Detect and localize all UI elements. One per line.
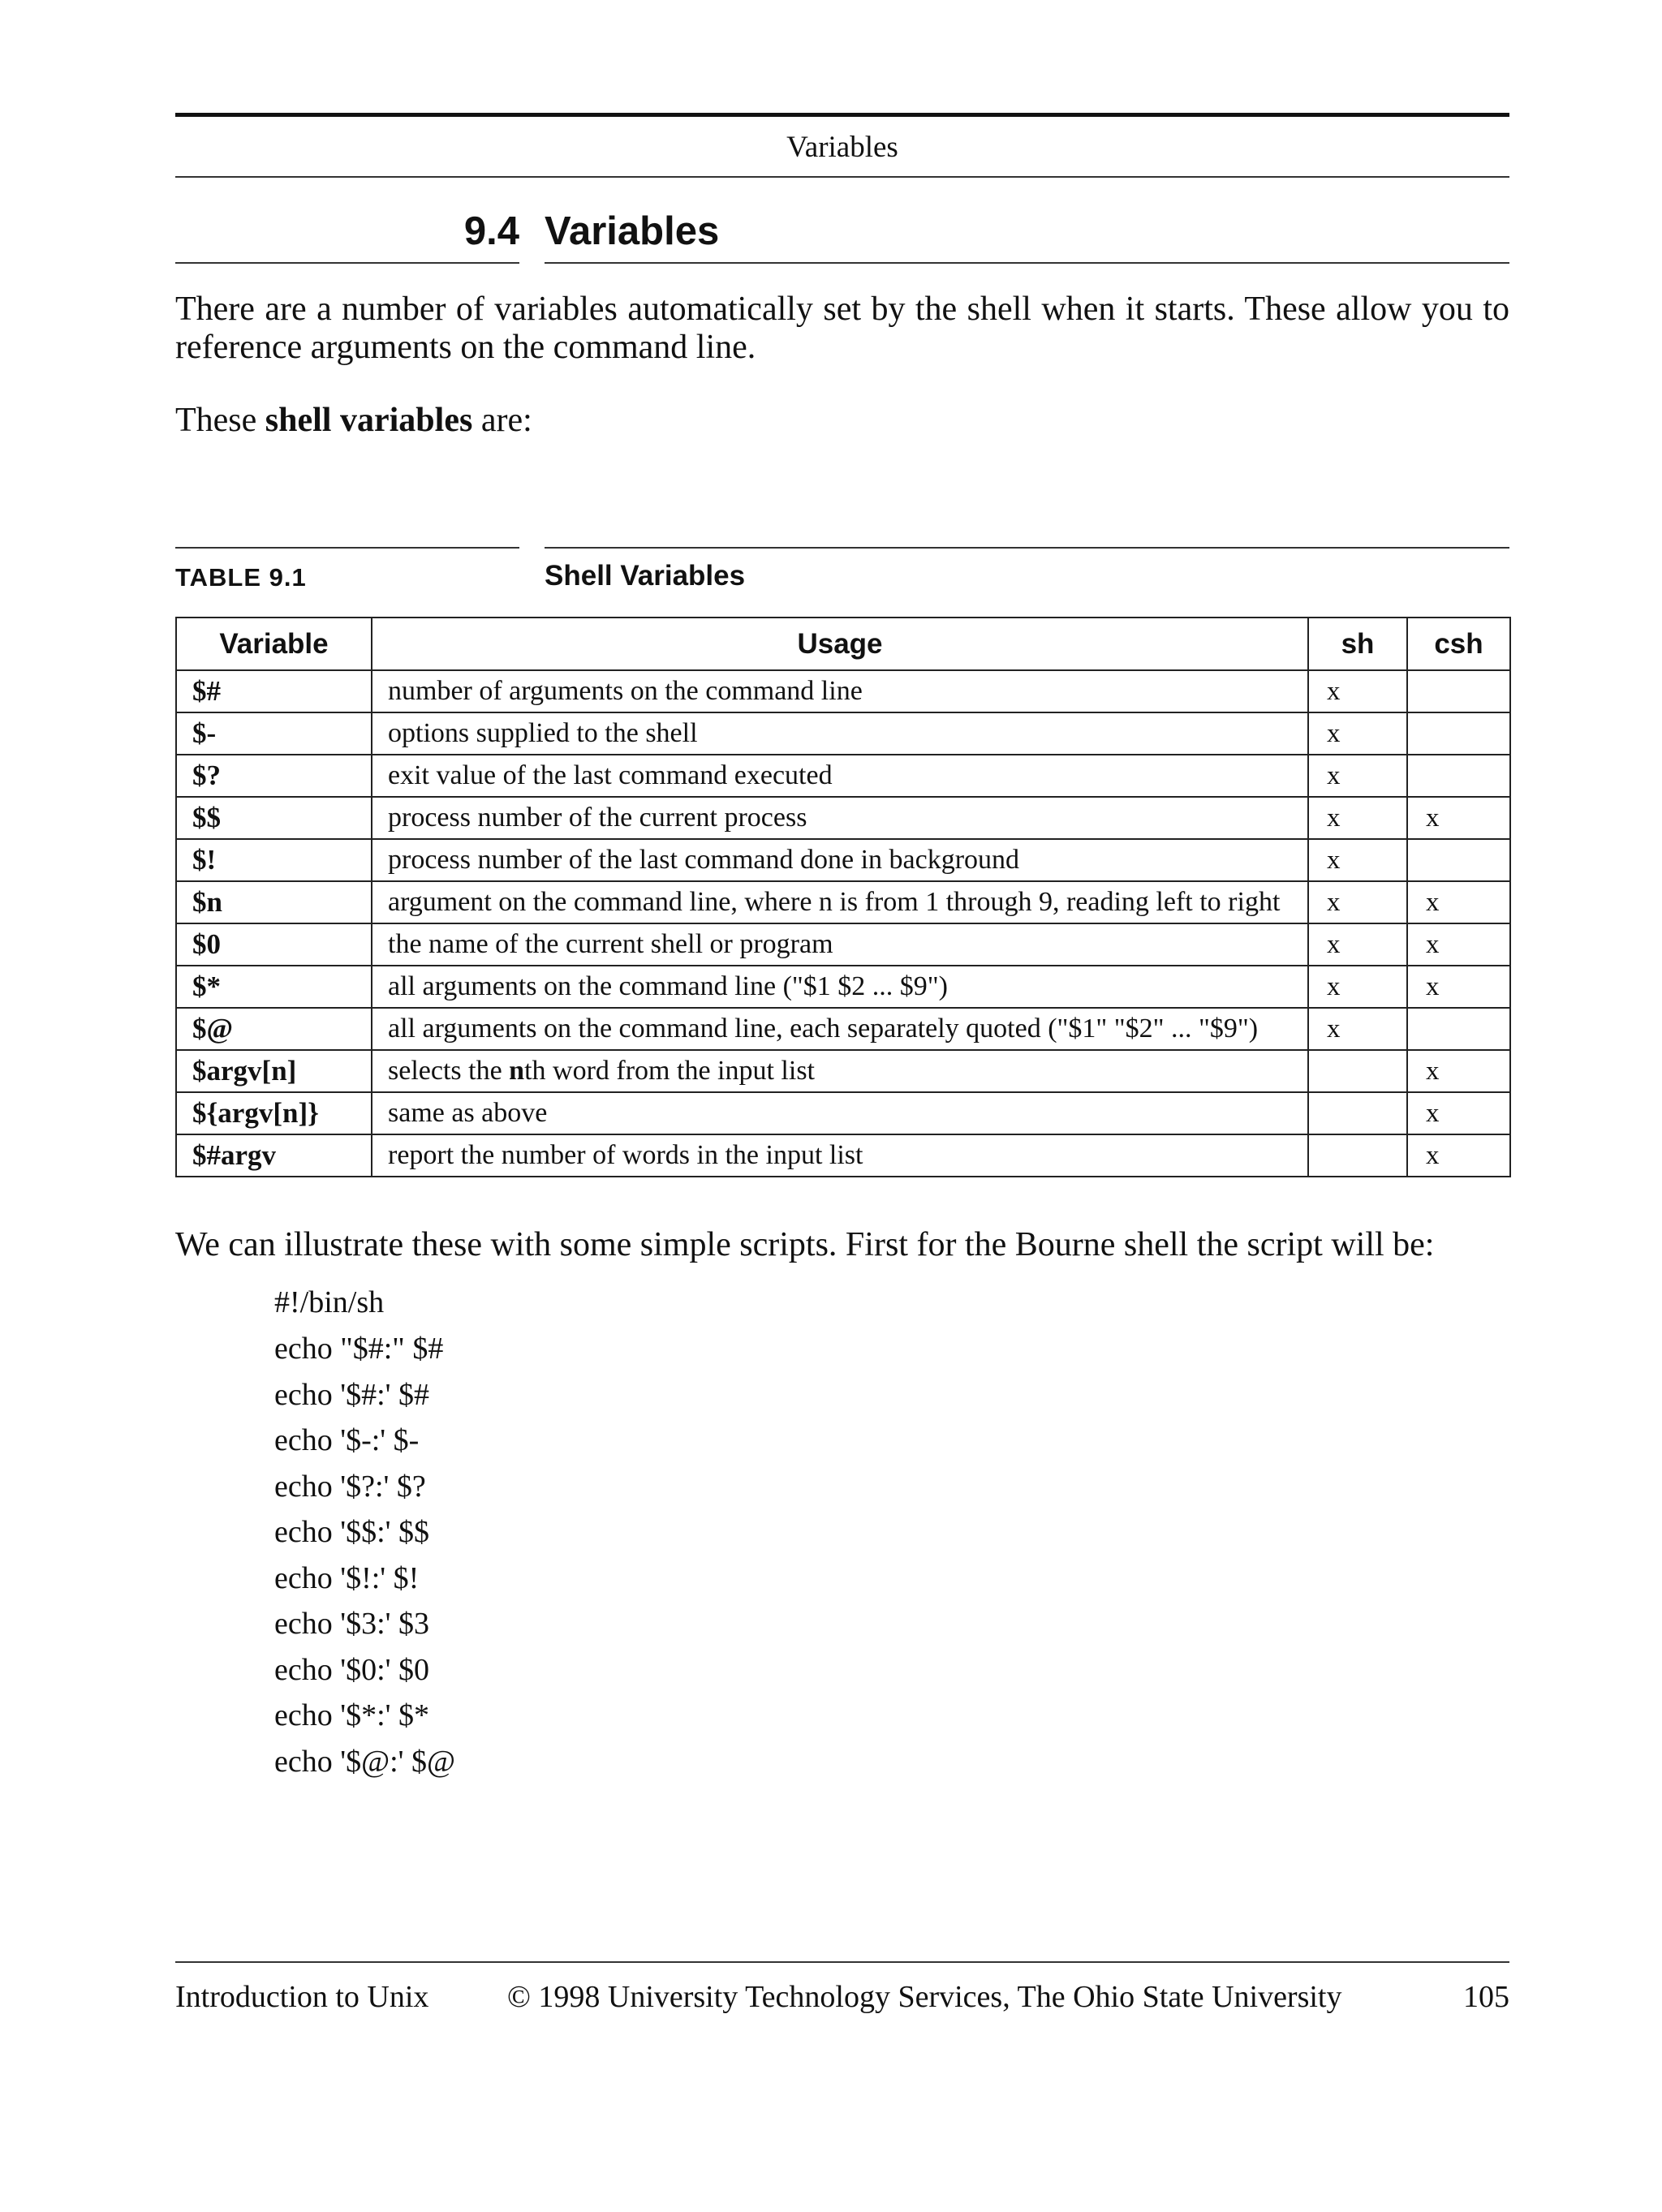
variable-cell: $#argv <box>176 1134 372 1177</box>
table-row <box>176 1092 1510 1134</box>
column-header-sh: sh <box>1308 618 1407 670</box>
usage-cell: report the number of words in the input list <box>372 1134 1308 1177</box>
usage-prefix: selects the <box>388 1056 510 1086</box>
script-line: echo '$?:' $? <box>274 1470 426 1504</box>
variable-cell: $$ <box>176 797 372 839</box>
script-line: echo '$@:' $@ <box>274 1745 455 1779</box>
table-row <box>176 755 1510 797</box>
csh-cell: x <box>1407 1092 1510 1134</box>
table-caption-rule-right <box>545 547 1509 549</box>
csh-cell: x <box>1407 1134 1510 1177</box>
usage-cell: process number of the current process <box>372 797 1308 839</box>
usage-cell: same as above <box>372 1092 1308 1134</box>
variable-cell: $- <box>176 712 372 755</box>
usage-cell: number of arguments on the command line <box>372 670 1308 712</box>
footer-book-title: Introduction to Unix <box>175 1980 429 2014</box>
table-row <box>176 923 1510 966</box>
csh-cell: x <box>1407 881 1510 923</box>
usage-bold-n: n <box>509 1056 525 1086</box>
script-line: echo '$-:' $- <box>274 1423 420 1457</box>
csh-cell <box>1407 755 1510 797</box>
sh-cell: x <box>1308 966 1407 1008</box>
usage-cell <box>372 1050 1308 1092</box>
shell-variables-table <box>175 617 1511 1177</box>
table-row <box>176 881 1510 923</box>
script-line: echo '$*:' $* <box>274 1698 429 1732</box>
csh-cell <box>1407 1008 1510 1050</box>
table-row <box>176 670 1510 712</box>
footer-rule <box>175 1961 1509 1963</box>
table-row <box>176 797 1510 839</box>
column-header-csh: csh <box>1407 618 1510 670</box>
csh-cell: x <box>1407 966 1510 1008</box>
footer-page-number: 105 <box>1463 1980 1509 2014</box>
script-line: echo "$#:" $# <box>274 1332 444 1366</box>
variable-cell: $? <box>176 755 372 797</box>
sh-cell <box>1308 1092 1407 1134</box>
csh-cell: x <box>1407 923 1510 966</box>
table-caption-rule-left <box>175 547 519 549</box>
csh-cell <box>1407 839 1510 881</box>
shell-variables-line <box>175 402 1509 440</box>
section-title: Variables <box>545 209 720 253</box>
usage-cell: process number of the last command done in background <box>372 839 1308 881</box>
column-header-usage: Usage <box>372 618 1308 670</box>
variable-cell: $0 <box>176 923 372 966</box>
table-row <box>176 839 1510 881</box>
script-line: #!/bin/sh <box>274 1285 385 1319</box>
running-header: Variables <box>786 131 898 164</box>
sh-cell <box>1308 1134 1407 1177</box>
table-row <box>176 1008 1510 1050</box>
sh-cell: x <box>1308 1008 1407 1050</box>
top-rule <box>175 113 1509 117</box>
script-line: echo '$!:' $! <box>274 1561 420 1595</box>
csh-cell: x <box>1407 1050 1510 1092</box>
sh-cell: x <box>1308 923 1407 966</box>
table-row <box>176 712 1510 755</box>
usage-cell: argument on the command line, where n is from 1 through 9, reading left to right <box>372 881 1308 923</box>
variable-cell: $# <box>176 670 372 712</box>
header-rule <box>175 176 1509 178</box>
variable-cell: ${argv[n]} <box>176 1092 372 1134</box>
table-caption: Shell Variables <box>545 560 746 592</box>
usage-cell: all arguments on the command line, each separately quoted ("$1" "$2" ... "$9") <box>372 1008 1308 1050</box>
section-rule-right <box>545 262 1509 264</box>
sh-cell: x <box>1308 797 1407 839</box>
footer-copyright: © 1998 University Technology Services, The Ohio State University <box>507 1980 1342 2014</box>
script-line: echo '$#:' $# <box>274 1378 429 1412</box>
usage-cell: all arguments on the command line ("$1 $2 ... $9") <box>372 966 1308 1008</box>
column-header-variable: Variable <box>176 618 372 670</box>
variable-cell: $@ <box>176 1008 372 1050</box>
section-number: 9.4 <box>463 209 519 253</box>
variable-cell: $! <box>176 839 372 881</box>
section-rule-left <box>175 262 519 264</box>
csh-cell <box>1407 670 1510 712</box>
sh-cell: x <box>1308 670 1407 712</box>
table-number-label: TABLE 9.1 <box>175 563 307 592</box>
usage-cell: options supplied to the shell <box>372 712 1308 755</box>
sh-cell: x <box>1308 839 1407 881</box>
script-line: echo '$$:' $$ <box>274 1515 429 1549</box>
csh-cell <box>1407 712 1510 755</box>
sh-cell: x <box>1308 712 1407 755</box>
variable-cell: $n <box>176 881 372 923</box>
script-line: echo '$0:' $0 <box>274 1653 429 1687</box>
usage-suffix: th word from the input list <box>524 1056 816 1086</box>
table-row <box>176 1050 1510 1092</box>
sh-cell: x <box>1308 755 1407 797</box>
variable-cell: $* <box>176 966 372 1008</box>
shell-variables-suffix: are: <box>472 402 532 439</box>
variable-cell: $argv[n] <box>176 1050 372 1092</box>
intro-paragraph: There are a number of variables automatically set by the shell when it starts. These allow you to reference arguments on the command line. <box>175 290 1509 366</box>
usage-cell: the name of the current shell or program <box>372 923 1308 966</box>
shell-variables-prefix: These <box>175 402 265 439</box>
sh-cell <box>1308 1050 1407 1092</box>
sh-cell: x <box>1308 881 1407 923</box>
illustration-paragraph: We can illustrate these with some simple scripts. First for the Bourne shell the script will be: <box>175 1226 1435 1263</box>
csh-cell: x <box>1407 797 1510 839</box>
usage-cell: exit value of the last command executed <box>372 755 1308 797</box>
shell-variables-term: shell variables <box>265 402 473 439</box>
table-row <box>176 966 1510 1008</box>
script-line: echo '$3:' $3 <box>274 1607 429 1641</box>
table-header-row <box>176 618 1510 670</box>
table-row <box>176 1134 1510 1177</box>
